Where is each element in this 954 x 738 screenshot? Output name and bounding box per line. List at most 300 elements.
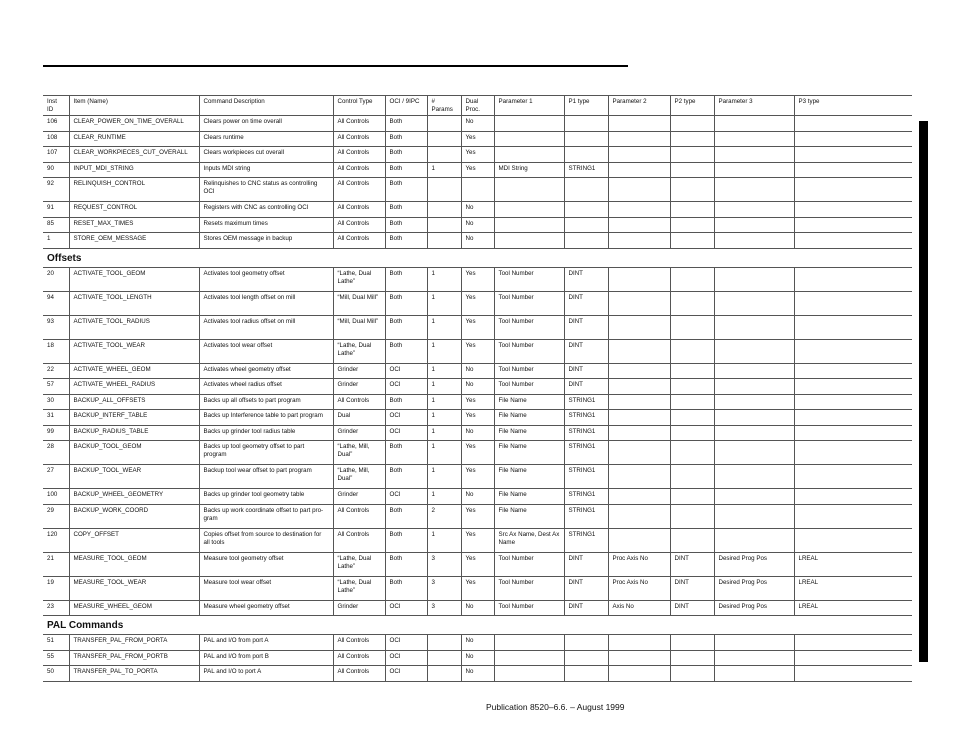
table-cell [794,291,912,315]
table-cell: File Name [494,441,564,465]
table-cell: 100 [43,489,69,505]
table-cell: BACKUP_WHEEL_GEOMETRY [69,489,199,505]
table-cell: STRING1 [564,528,608,552]
table-cell [670,394,714,410]
table-cell: 1 [427,489,461,505]
table-cell: 1 [427,339,461,363]
table-cell: DINT [564,267,608,291]
table-row [43,635,912,651]
table-cell: 23 [43,600,69,616]
table-cell: CLEAR_POWER_ON_TIME_OVERALL [69,116,199,132]
table-cell [494,202,564,218]
table-cell: No [461,379,494,395]
table-cell: No [461,425,494,441]
table-cell [427,202,461,218]
table-cell [427,131,461,147]
table-cell: 90 [43,162,69,178]
table-cell [564,178,608,202]
column-header: P3 type [794,96,912,116]
table-row [43,178,912,202]
table-cell: Backs up all offsets to part program [199,394,333,410]
table-cell: Both [385,339,427,363]
table-cell [670,666,714,682]
table-cell [670,178,714,202]
table-cell: RESET_MAX_TIMES [69,217,199,233]
table-cell: MEASURE_TOOL_GEOM [69,552,199,576]
table-cell: All Controls [333,116,385,132]
table-cell: DINT [564,600,608,616]
table-cell: Activates tool geometry offset [199,267,333,291]
table-cell: “Lathe, Dual Lathe” [333,267,385,291]
table-cell [670,635,714,651]
table-cell: 29 [43,504,69,528]
table-cell [564,217,608,233]
table-cell: CLEAR_RUNTIME [69,131,199,147]
table-cell: BACKUP_RADIUS_TABLE [69,425,199,441]
table-row [43,162,912,178]
table-cell: DINT [564,576,608,600]
table-cell [794,489,912,505]
table-cell [564,666,608,682]
table-cell: 1 [427,379,461,395]
table-cell [714,162,794,178]
top-rule [43,65,628,67]
table-cell: 1 [427,363,461,379]
table-cell: “Mill, Dual Mill” [333,315,385,339]
table-cell: DINT [670,576,714,600]
table-cell: BACKUP_TOOL_WEAR [69,465,199,489]
table-cell: File Name [494,504,564,528]
table-cell [427,116,461,132]
table-cell [714,650,794,666]
table-cell: Grinder [333,363,385,379]
table-cell: All Controls [333,650,385,666]
table-cell: CLEAR_WORKPIECES_CUT_OVERALL [69,147,199,163]
table-cell [670,425,714,441]
column-header: P2 type [670,96,714,116]
table-cell: 1 [427,528,461,552]
table-row [43,147,912,163]
table-cell [794,178,912,202]
table-cell [670,489,714,505]
table-cell [608,650,670,666]
table-cell: “Lathe, Dual Lathe” [333,339,385,363]
table-cell: LREAL [794,576,912,600]
table-cell [670,504,714,528]
table-cell: Both [385,162,427,178]
table-cell [670,217,714,233]
table-cell: 1 [427,267,461,291]
table-cell [608,162,670,178]
table-cell [494,147,564,163]
table-cell [608,131,670,147]
table-cell: STRING1 [564,489,608,505]
table-cell [714,178,794,202]
command-table [43,95,912,682]
table-cell: Yes [461,162,494,178]
table-cell: MDI String [494,162,564,178]
table-cell [670,291,714,315]
table-cell: LREAL [794,600,912,616]
table-cell: Both [385,217,427,233]
table-cell [608,178,670,202]
table-cell: Tool Number [494,291,564,315]
table-row [43,315,912,339]
table-cell: TRANSFER_PAL_FROM_PORTA [69,635,199,651]
table-cell [427,147,461,163]
table-cell [461,178,494,202]
table-cell [714,394,794,410]
table-row [43,233,912,249]
table-cell: Both [385,291,427,315]
table-cell [494,635,564,651]
table-row [43,217,912,233]
column-header: Parameter 1 [494,96,564,116]
table-cell [608,410,670,426]
table-cell: 92 [43,178,69,202]
table-cell: Yes [461,552,494,576]
table-cell [670,379,714,395]
table-cell: Grinder [333,425,385,441]
table-cell: Dual [333,410,385,426]
table-cell [794,465,912,489]
table-cell: No [461,650,494,666]
table-cell: No [461,489,494,505]
table-cell: Activates tool wear offset [199,339,333,363]
table-cell [608,233,670,249]
table-cell [564,635,608,651]
table-cell [794,233,912,249]
table-cell [670,315,714,339]
table-cell: DINT [564,291,608,315]
table-cell [714,504,794,528]
table-cell [714,233,794,249]
table-cell [714,147,794,163]
table-cell [714,379,794,395]
table-cell: 1 [427,425,461,441]
table-cell [794,147,912,163]
table-cell [608,363,670,379]
table-row [43,528,912,552]
table-cell [427,233,461,249]
table-row [43,600,912,616]
table-cell: Grinder [333,379,385,395]
table-cell [714,410,794,426]
table-cell: 106 [43,116,69,132]
table-cell: DINT [564,379,608,395]
table-cell: STORE_OEM_MESSAGE [69,233,199,249]
table-row [43,666,912,682]
table-cell [794,635,912,651]
table-cell [794,425,912,441]
table-cell: Tool Number [494,600,564,616]
table-cell: No [461,202,494,218]
table-cell: Tool Number [494,576,564,600]
table-cell [608,116,670,132]
table-cell: MEASURE_TOOL_WEAR [69,576,199,600]
table-cell [608,267,670,291]
table-cell [608,504,670,528]
header-row [43,96,912,116]
table-cell: TRANSFER_PAL_TO_PORTA [69,666,199,682]
table-cell [564,147,608,163]
table-cell: Copies offset from source to destination for all tools [199,528,333,552]
table-cell [794,410,912,426]
column-header: Parameter 3 [714,96,794,116]
table-cell: Both [385,116,427,132]
table-cell: All Controls [333,217,385,233]
table-cell [794,504,912,528]
table-cell: OCI [385,379,427,395]
table-cell: Yes [461,576,494,600]
table-cell: 91 [43,202,69,218]
table-body [43,116,912,682]
table-cell: 28 [43,441,69,465]
table-cell [670,147,714,163]
table-cell: OCI [385,363,427,379]
table-cell: Clears runtime [199,131,333,147]
table-cell: No [461,635,494,651]
table-cell: BACKUP_WORK_COORD [69,504,199,528]
table-cell: RELINQUISH_CONTROL [69,178,199,202]
table-cell: 20 [43,267,69,291]
table-cell: DINT [564,552,608,576]
table-cell [794,394,912,410]
column-header: Command Description [199,96,333,116]
table-cell: Both [385,394,427,410]
table-cell: Both [385,504,427,528]
table-cell: Both [385,441,427,465]
table-cell [714,528,794,552]
table-cell [714,425,794,441]
table-cell: Both [385,147,427,163]
table-row [43,441,912,465]
table-cell [670,267,714,291]
table-cell: 99 [43,425,69,441]
table-cell: Both [385,528,427,552]
table-cell: BACKUP_TOOL_GEOM [69,441,199,465]
table-cell: OCI [385,489,427,505]
table-cell [794,379,912,395]
table-cell: 107 [43,147,69,163]
table-cell: “Mill, Dual Mill” [333,291,385,315]
table-cell: Yes [461,267,494,291]
table-cell: All Controls [333,635,385,651]
table-cell: Tool Number [494,363,564,379]
table-cell: BACKUP_ALL_OFFSETS [69,394,199,410]
section-heading-row [43,248,912,267]
table-cell: Clears power on time overall [199,116,333,132]
table-row [43,650,912,666]
table-row [43,504,912,528]
table-cell: Both [385,465,427,489]
table-cell: Yes [461,410,494,426]
table-cell [794,528,912,552]
table-cell: Stores OEM message in backup [199,233,333,249]
table-cell: 31 [43,410,69,426]
table-cell [670,650,714,666]
table-cell [564,131,608,147]
table-cell: Both [385,267,427,291]
table-cell: 50 [43,666,69,682]
table-cell: All Controls [333,162,385,178]
table-cell: DINT [564,315,608,339]
table-cell: Desired Prog Pos [714,576,794,600]
table-cell: 1 [427,394,461,410]
table-cell [714,666,794,682]
table-cell [494,666,564,682]
table-row [43,267,912,291]
table-cell: STRING1 [564,162,608,178]
table-cell [794,315,912,339]
table-cell [427,650,461,666]
table-cell: “Lathe, Dual Lathe” [333,552,385,576]
table-cell: Backup tool wear offset to part program [199,465,333,489]
table-cell [714,441,794,465]
table-cell [608,666,670,682]
table-cell [794,666,912,682]
table-cell: 1 [427,410,461,426]
table-cell: STRING1 [564,425,608,441]
table-cell: Yes [461,147,494,163]
column-header: Parameter 2 [608,96,670,116]
table-cell: Tool Number [494,552,564,576]
table-row [43,202,912,218]
table-cell [494,116,564,132]
table-row [43,339,912,363]
table-cell: Activates wheel radius offset [199,379,333,395]
table-cell: All Controls [333,528,385,552]
table-cell: No [461,116,494,132]
table-cell: All Controls [333,394,385,410]
table-cell [714,116,794,132]
table-row [43,363,912,379]
table-cell [608,528,670,552]
table-cell [794,441,912,465]
table-cell: OCI [385,666,427,682]
table-cell: Grinder [333,489,385,505]
table-cell: Yes [461,339,494,363]
table-cell: Backs up work coordinate offset to part pro- gram [199,504,333,528]
table-cell: File Name [494,489,564,505]
table-cell [714,267,794,291]
table-cell: LREAL [794,552,912,576]
table-cell: File Name [494,410,564,426]
table-cell [608,147,670,163]
table-cell: ACTIVATE_TOOL_RADIUS [69,315,199,339]
table-cell: 1 [427,291,461,315]
table-cell: Both [385,131,427,147]
table-cell [608,291,670,315]
table-cell [794,202,912,218]
table-cell: 1 [427,441,461,465]
table-cell: 27 [43,465,69,489]
table-cell [670,233,714,249]
table-cell: Both [385,552,427,576]
table-cell: ACTIVATE_WHEEL_GEOM [69,363,199,379]
table-cell [670,465,714,489]
table-row [43,379,912,395]
table-cell: 51 [43,635,69,651]
table-cell [608,465,670,489]
table-cell: Desired Prog Pos [714,552,794,576]
table-cell [714,291,794,315]
table-cell [714,315,794,339]
table-cell: Both [385,202,427,218]
side-thumb-tab [919,121,928,662]
table-cell [608,339,670,363]
table-cell: All Controls [333,666,385,682]
table-cell [670,410,714,426]
table-cell: “Lathe, Mill, Dual” [333,441,385,465]
table-cell [608,315,670,339]
table-cell [564,233,608,249]
table-cell [494,178,564,202]
table-cell: INPUT_MDI_STRING [69,162,199,178]
table-cell: Src Ax Name, Dest Ax Name [494,528,564,552]
column-header: # Params [427,96,461,116]
table-cell: Activates wheel geometry offset [199,363,333,379]
table-row [43,410,912,426]
table-cell: STRING1 [564,441,608,465]
publication-footer: Publication 8520–6.6. – August 1999 [486,702,625,712]
table-cell: Backs up grinder tool radius table [199,425,333,441]
column-header: Control Type [333,96,385,116]
table-cell: File Name [494,394,564,410]
table-cell [794,116,912,132]
table-cell: Measure wheel geometry offset [199,600,333,616]
table-cell: STRING1 [564,394,608,410]
table-cell: STRING1 [564,465,608,489]
table-cell: Inputs MDI string [199,162,333,178]
table-cell [427,635,461,651]
table-cell: 22 [43,363,69,379]
table-cell: Desired Prog Pos [714,600,794,616]
table-cell: REQUEST_CONTROL [69,202,199,218]
table-cell: All Controls [333,202,385,218]
table-cell: PAL and I/O to port A [199,666,333,682]
table-cell: Both [385,315,427,339]
table-cell: 93 [43,315,69,339]
table-cell: All Controls [333,504,385,528]
table-row [43,425,912,441]
table-row [43,552,912,576]
table-cell: File Name [494,425,564,441]
table-cell [670,162,714,178]
table-cell: 18 [43,339,69,363]
table-cell [714,489,794,505]
table-cell: Yes [461,441,494,465]
table-cell: PAL and I/O from port B [199,650,333,666]
table-cell: No [461,600,494,616]
table-cell: Yes [461,528,494,552]
table-cell [494,650,564,666]
table-cell [794,217,912,233]
table-cell: Tool Number [494,315,564,339]
table-cell [564,202,608,218]
table-cell: ACTIVATE_TOOL_LENGTH [69,291,199,315]
table-cell: Tool Number [494,339,564,363]
table-cell: Yes [461,291,494,315]
table-cell: Backs up Interference table to part program [199,410,333,426]
table-cell [714,202,794,218]
table-cell: Yes [461,315,494,339]
table-cell: All Controls [333,233,385,249]
table-cell: Both [385,576,427,600]
table-cell: Yes [461,465,494,489]
table-cell [427,666,461,682]
table-cell [794,162,912,178]
